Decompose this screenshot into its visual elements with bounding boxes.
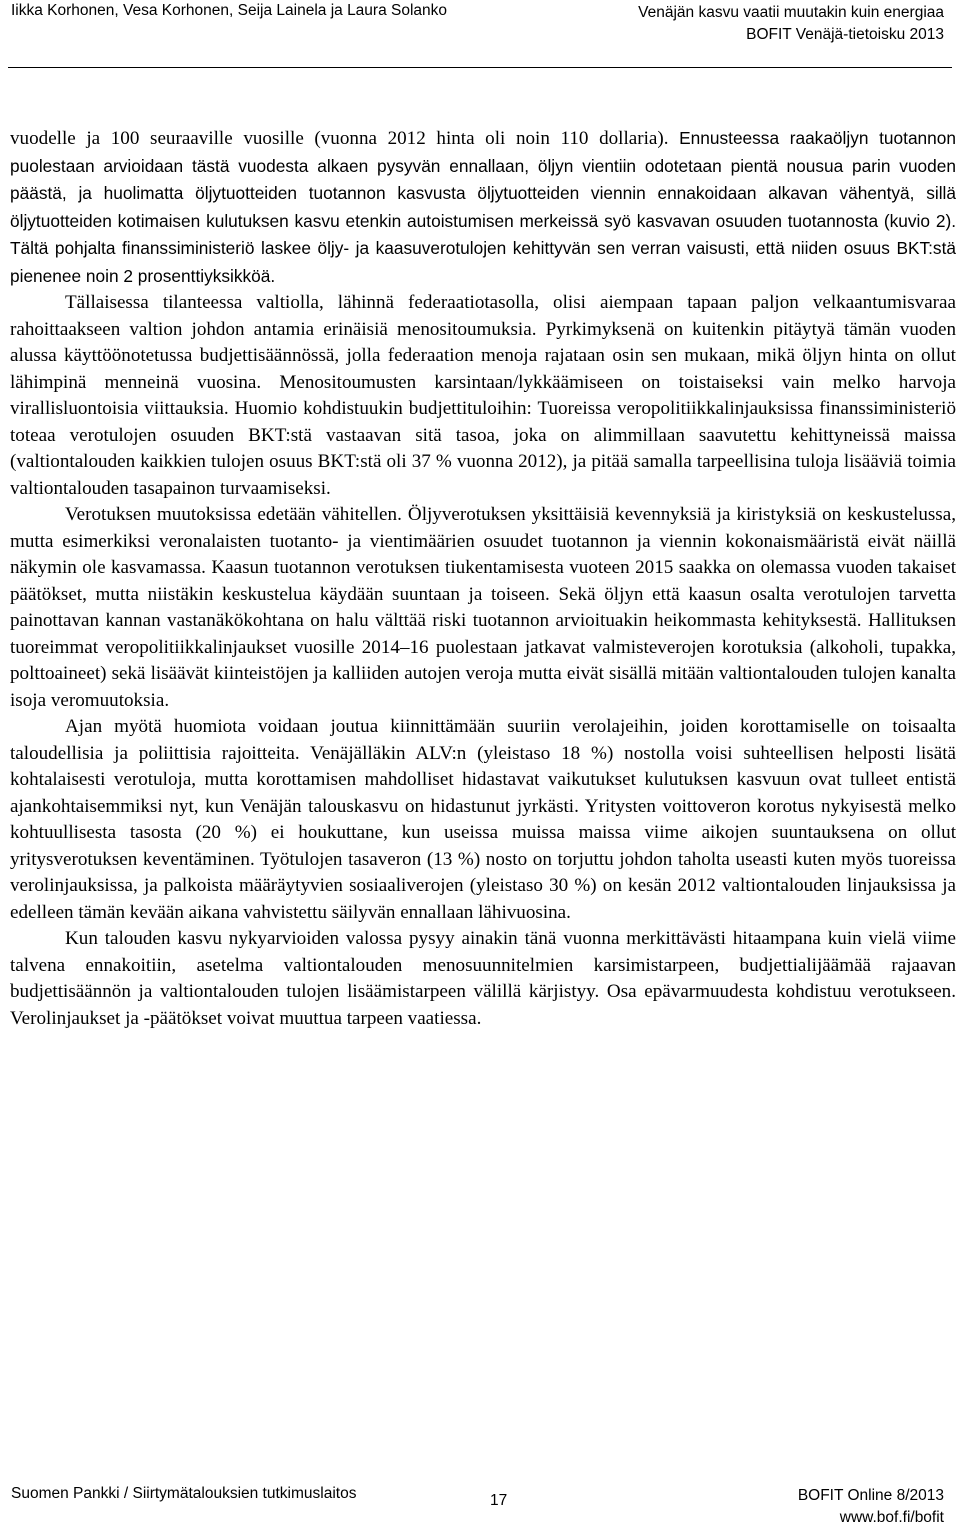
header-title: Venäjän kasvu vaatii muutakin kuin energiaa — [638, 4, 944, 21]
footer-publication: BOFIT Online 8/2013 — [797, 1487, 944, 1504]
article-body — [10, 125, 956, 1032]
header-series: BOFIT Venäjä-tietoisku 2013 — [746, 26, 944, 43]
header-divider — [8, 67, 952, 68]
paragraph-4: Ajan myötä huomiota voidaan joutua kiinnittämään suuriin verolajeihin, joiden korottamiselle on toisaalta taloudellisia ja poliittisia rajoitteita. Venäjälläkin ALV:n (yleistaso 18 %) nostolla voisi suhteellisen helposti lisätä kohtalaisesti verotuloja, mutta korottamisen mahdolliset hidastavat vaikutukset kulutuksen kasvuun ovat tulleet entistä ajankohtaisemmiksi nyt, kun Venäjän talouskasvu on hidastunut jyrkästi. Yritysten voittoveron korotus nykyisestä melko kohtuullisesta tasosta (20 %) ei houkuttane, kun useissa muissa maissa viime aikojen suuntauksena on ollut yritysverotuksen keventäminen. Työtulojen tasaveron (13 %) nosto on torjuttu johdon taholta useasti kuten myös tuoreissa verolinjauksissa, ja palkoista määräytyvien sosiaaliverojen (yleistaso 30 %) on kesän 2012 valtiontalouden linjauksissa ja edelleen tämän kevään aikana vahvistettu säilyvän ennallaan lähivuosina. — [10, 716, 956, 923]
footer-url[interactable]: www.bof.fi/bofit — [839, 1509, 944, 1526]
page-number: 17 — [490, 1492, 508, 1509]
footer-institution: Suomen Pankki / Siirtymätalouksien tutkimuslaitos — [11, 1485, 357, 1502]
footer-right — [798, 1485, 944, 1529]
paragraph-5: Kun talouden kasvu nykyarvioiden valossa pysyy ainakin tänä vuonna merkittävästi hitaampana kuin vielä viime talvena ennakoitiin, asetelma valtiontalouden menosuunnitelmien karsimistarpeen, budjettialijäämää rajaavan budjettisäännön ja valtiontalouden tulojen lisäämistarpeen välillä kärjistyy. Osa epävarmuudesta kohdistuu verotukseen. Verolinjaukset ja -päätökset voivat muuttua tarpeen vaatiessa. — [10, 928, 956, 1029]
header-right — [638, 2, 944, 46]
paragraph-1-intro: vuodelle ja 100 seuraaville vuosille (vuonna 2012 hinta oli noin 110 dollaria). — [10, 128, 680, 149]
header-authors: Iikka Korhonen, Vesa Korhonen, Seija Lainela ja Laura Solanko — [11, 2, 448, 19]
paragraph-1-conclusion: Tältä pohjalta finanssiministeriö laskee öljy- ja kaasuverotulojen kehittyvän sen verran vaisusti, että niiden osuus BKT:stä pienenee noin 2 prosenttiyksikköä. — [10, 238, 956, 286]
paragraph-3: Verotuksen muutoksissa edetään vähitellen. Öljyverotuksen yksittäisiä kevennyksiä ja kiristyksiä on keskustelussa, mutta esimerkiksi veronalaisten tuotanto- ja vientimäärien osuudet tuotannon ja viennin kokonaismääristä eivät näillä näkymin ole kasvamassa. Kaasun tuotannon verotuksen tiukentamisesta vuoteen 2015 saakka on olemassa vuoden takaiset päätökset, mutta niistäkin keskustelua käydään suuntaan ja toiseen. Sekä öljyn että kaasun osalta verotulojen tarvetta painottavan kannan vastanäkökohtana on halu välttää riski tuotannon arvioituakin heikommasta kehityksestä. Hallituksen tuoreimmat veropolitiikkalinjaukset vuosille 2014–16 puolestaan jatkavat valmisteverojen korotuksia (alkoholi, tupakka, polttoaineet) sekä lisäävät kiinteistöjen ja kalliiden autojen veroja mutta eivät sisällä mitään valtiontalouden tulojen kanalta isoja veromuutoksia. — [10, 504, 956, 711]
paragraph-1 — [10, 125, 956, 290]
paragraph-1-forecast: Ennusteessa raakaöljyn tuotannon puolestaan arvioidaan tästä vuodesta alkaen pysyvän ennallaan, öljyn vientiin odotetaan pientä nousua parin vuoden päästä, ja huolimatta öljytuotteiden tuotannon kasvusta öljytuotteiden viennin ennakoidaan alkavan vähentyä, sillä öljytuotteiden kotimaisen kulutuksen kasvu etenkin autoistumisen merkeissä syö kasvavan osuuden tuotannosta (kuvio 2). — [10, 128, 956, 231]
paragraph-2: Tällaisessa tilanteessa valtiolla, lähinnä federaatiotasolla, olisi aiempaan tapaan paljon velkaantumisvaraa rahoittaakseen valtion johdon antamia erinäisiä menositoumuksia. Pyrkimyksenä on kuitenkin pitäytyä tämän vuoden alussa käyttöönotetussa budjettisäännössä, jolla federaation menoja rajataan osin sen mukaan, mikä öljyn hinta on ollut lähimpinä menneinä vuosina. Menositoumusten karsintaan/lykkäämiseen on toistaiseksi vain melko harvoja virallisluontoisia viittauksia. Huomio kohdistuukin budjettituloihin: Tuoreissa veropolitiikkalinjauksissa finanssiministeriö toteaa verotulojen osuuden BKT:stä vastaavan sitä tasoa, joka on alimmillaan saavutettu kehittyneissä maissa (valtiontalouden kaikkien tulojen osuus BKT:stä oli 37 % vuonna 2012), ja pitää samalla tarpeellisina tuloja lisääviä toimia valtiontalouden tasapainon turvaamiseksi. — [10, 292, 956, 499]
